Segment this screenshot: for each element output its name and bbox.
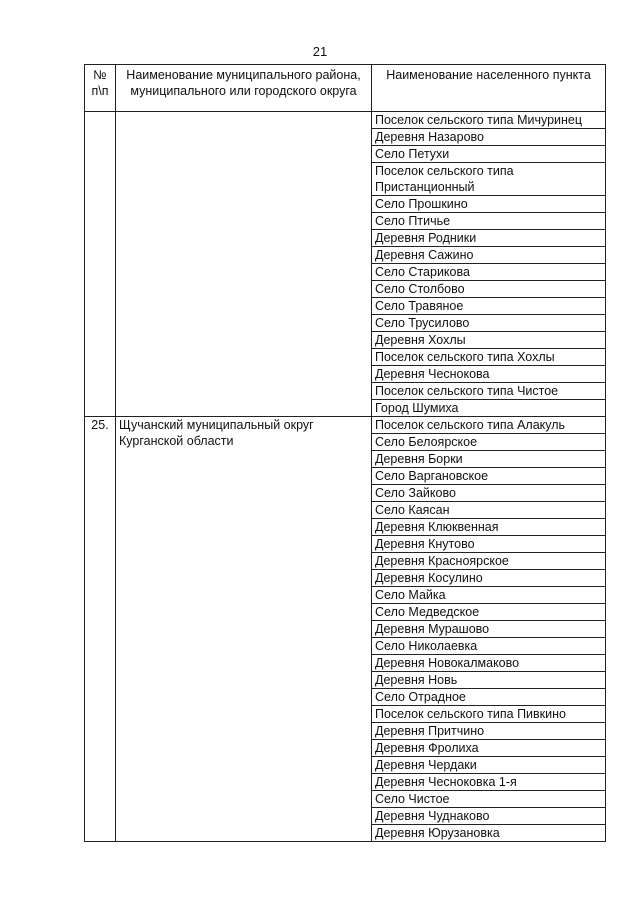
cell-settlement: Село Птичье [372,213,606,230]
cell-settlement: Село Петухи [372,146,606,163]
cell-settlement: Село Майка [372,587,606,604]
cell-settlement: Село Белоярское [372,434,606,451]
table-row [85,112,606,129]
cell-settlement: Деревня Фролиха [372,740,606,757]
cell-settlement: Поселок сельского типа Мичуринец [372,112,606,129]
row-number: 25. [91,418,109,432]
cell-settlement: Поселок сельского типа Алакуль [372,417,606,434]
header-place: Наименование населенного пункта [372,65,606,112]
cell-settlement: Деревня Клюквенная [372,519,606,536]
cell-settlement: Деревня Красноярское [372,553,606,570]
table-row [85,417,606,434]
cell-settlement: Село Травяное [372,298,606,315]
cell-settlement: Село Прошкино [372,196,606,213]
cell-settlement: Деревня Хохлы [372,332,606,349]
cell-settlement: Деревня Косулино [372,570,606,587]
cell-settlement: Деревня Сажино [372,247,606,264]
district-name: Щучанский муниципальный округ Курганской области [119,418,314,448]
cell-settlement: Деревня Новь [372,672,606,689]
cell-settlement: Деревня Чуднаково [372,808,606,825]
cell-district [116,112,372,417]
table-header-row [85,65,606,112]
cell-settlement: Село Трусилово [372,315,606,332]
cell-settlement: Поселок сельского типа Пристанционный [372,163,606,196]
cell-settlement: Поселок сельского типа Хохлы [372,349,606,366]
cell-settlement: Деревня Кнутово [372,536,606,553]
cell-settlement: Поселок сельского типа Чистое [372,383,606,400]
table-body [85,112,606,842]
cell-num [85,417,116,842]
cell-settlement: Город Шумиха [372,400,606,417]
cell-settlement: Село Николаевка [372,638,606,655]
cell-settlement: Деревня Чердаки [372,757,606,774]
page-number: 21 [312,44,328,59]
cell-settlement: Село Отрадное [372,689,606,706]
cell-settlement: Деревня Чесноковка 1-я [372,774,606,791]
header-district: Наименование муниципального района, муниципального или городского округа [116,65,372,112]
cell-settlement: Село Каясан [372,502,606,519]
cell-settlement: Село Чистое [372,791,606,808]
cell-settlement: Деревня Чеснокова [372,366,606,383]
cell-num [85,112,116,417]
cell-settlement: Село Столбово [372,281,606,298]
header-num: № п\п [85,65,116,112]
settlements-table [84,64,606,842]
cell-settlement: Село Старикова [372,264,606,281]
cell-settlement: Село Медведское [372,604,606,621]
cell-settlement: Деревня Притчино [372,723,606,740]
cell-settlement: Деревня Новокалмаково [372,655,606,672]
cell-settlement: Деревня Родники [372,230,606,247]
cell-settlement: Село Варгановское [372,468,606,485]
cell-district [116,417,372,842]
cell-settlement: Деревня Назарово [372,129,606,146]
cell-settlement: Деревня Юрузановка [372,825,606,842]
cell-settlement: Деревня Борки [372,451,606,468]
cell-settlement: Село Зайково [372,485,606,502]
cell-settlement: Поселок сельского типа Пивкино [372,706,606,723]
cell-settlement: Деревня Мурашово [372,621,606,638]
